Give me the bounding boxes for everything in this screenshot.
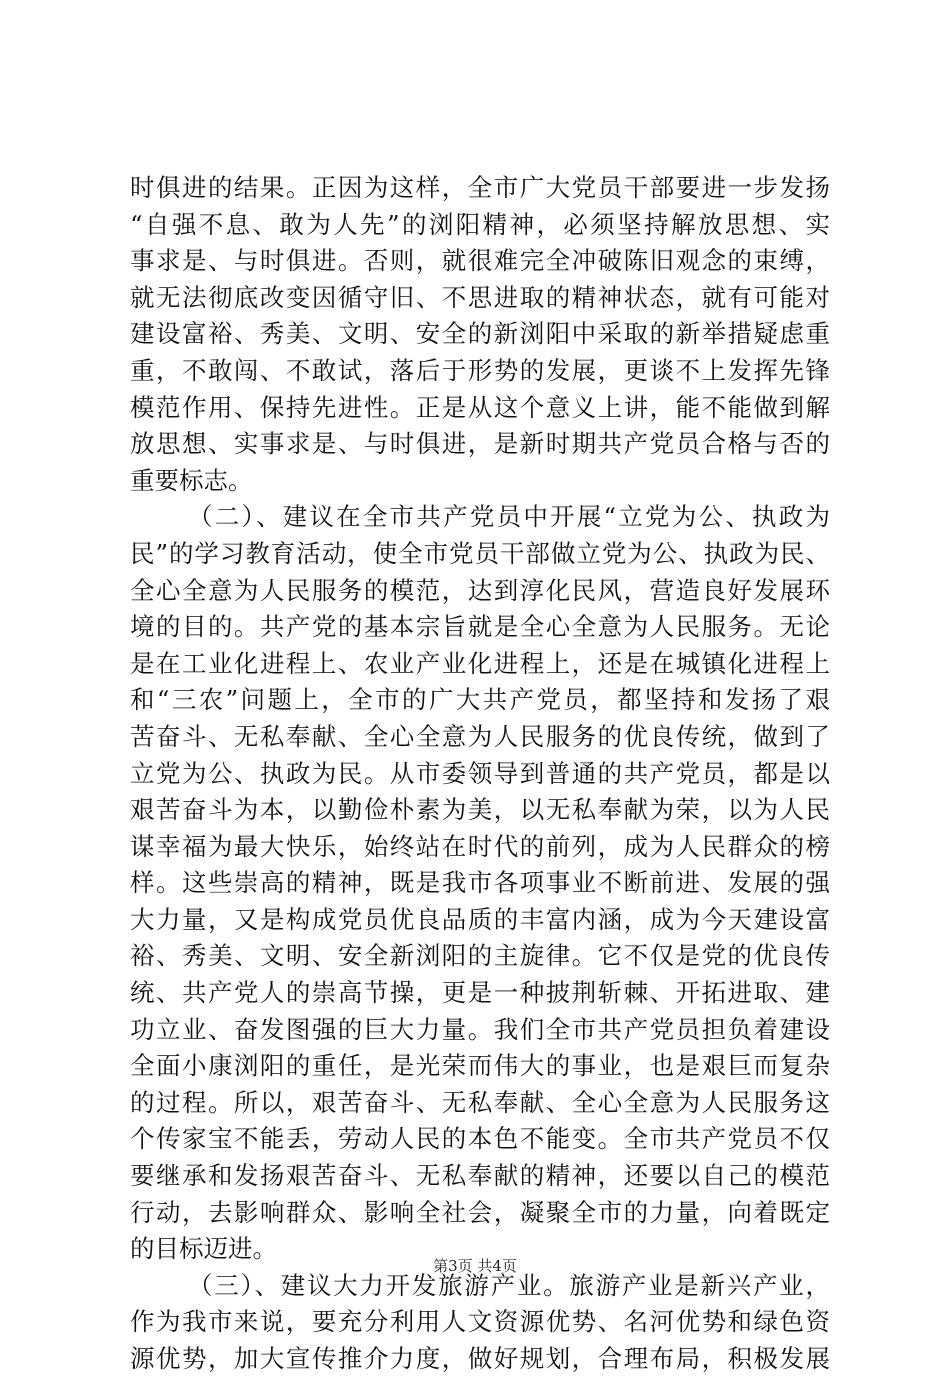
text-line: 裕、秀美、文明、安全新浏阳的主旋律。它不仅是党的优良传: [130, 941, 830, 971]
text-line: 民”的学习教育活动，使全市党员干部做立党为公、执政为民、: [130, 538, 830, 568]
text-line: 作为我市来说，要充分利用人文资源优势、名河优势和绿色资: [130, 1307, 830, 1337]
text-line: 全心全意为人民服务的模范，达到淳化民风，营造良好发展环: [130, 575, 830, 605]
text-line: 源优势，加大宣传推介力度，做好规划，合理布局，积极发展: [130, 1344, 830, 1373]
text-line: 个传家宝不能丢，劳动人民的本色不能变。全市共产党员不仅: [130, 1124, 830, 1154]
text-line: 建设富裕、秀美、文明、安全的新浏阳中采取的新举措疑虑重: [130, 319, 830, 349]
text-line: （三）、建议大力开发旅游产业。旅游产业是新兴产业，: [188, 1270, 830, 1300]
text-line: 模范作用、保持先进性。正是从这个意义上讲，能不能做到解: [130, 392, 830, 422]
text-line: （二）、建议在全市共产党员中开展“立党为公、执政为: [188, 502, 830, 532]
document-body: [130, 170, 830, 1378]
text-line: 立党为公、执政为民。从市委领导到普通的共产党员，都是以: [130, 758, 830, 788]
text-line: 行动，去影响群众、影响全社会，凝聚全市的力量，向着既定: [130, 1197, 830, 1227]
text-line: 事求是、与时俱进。否则，就很难完全冲破陈旧观念的束缚，: [130, 246, 830, 276]
text-line: 的目标迈进。: [130, 1234, 277, 1264]
text-line: 和“三农”问题上，全市的广大共产党员，都坚持和发扬了艰: [130, 685, 830, 715]
text-line: 境的目的。共产党的基本宗旨就是全心全意为人民服务。无论: [130, 612, 830, 642]
text-line: 是在工业化进程上、农业产业化进程上，还是在城镇化进程上: [130, 648, 830, 678]
text-line: 重要标志。: [130, 465, 253, 495]
text-line: 的过程。所以，艰苦奋斗、无私奉献、全心全意为人民服务这: [130, 1087, 830, 1117]
text-line: 苦奋斗、无私奉献、全心全意为人民服务的优良传统，做到了: [130, 721, 830, 751]
text-line: 功立业、奋发图强的巨大力量。我们全市共产党员担负着建设: [130, 1014, 830, 1044]
text-line: 放思想、实事求是、与时俱进，是新时期共产党员合格与否的: [130, 429, 830, 459]
text-line: 就无法彻底改变因循守旧、不思进取的精神状态，就有可能对: [130, 282, 830, 312]
page-footer: 第3页 共4页: [433, 1257, 517, 1275]
text-line: 重，不敢闯、不敢试，落后于形势的发展，更谈不上发挥先锋: [130, 355, 830, 385]
text-line: 全面小康浏阳的重任，是光荣而伟大的事业，也是艰巨而复杂: [130, 1051, 830, 1081]
text-line: 要继承和发扬艰苦奋斗、无私奉献的精神，还要以自己的模范: [130, 1161, 830, 1191]
text-line: 时俱进的结果。正因为这样，全市广大党员干部要进一步发扬: [130, 173, 830, 202]
text-line: 大力量，又是构成党员优良品质的丰富内涵，成为今天建设富: [130, 904, 830, 934]
text-line: 样。这些崇高的精神，既是我市各项事业不断前进、发展的强: [130, 868, 830, 898]
text-line: 统、共产党人的崇高节操，更是一种披荆斩棘、开拓进取、建: [130, 978, 830, 1008]
text-line: 谋幸福为最大快乐，始终站在时代的前列，成为人民群众的榜: [130, 831, 830, 861]
text-line: “自强不息、敢为人先”的浏阳精神，必须坚持解放思想、实: [130, 209, 830, 239]
text-line: 艰苦奋斗为本，以勤俭朴素为美，以无私奉献为荣，以为人民: [130, 795, 830, 825]
